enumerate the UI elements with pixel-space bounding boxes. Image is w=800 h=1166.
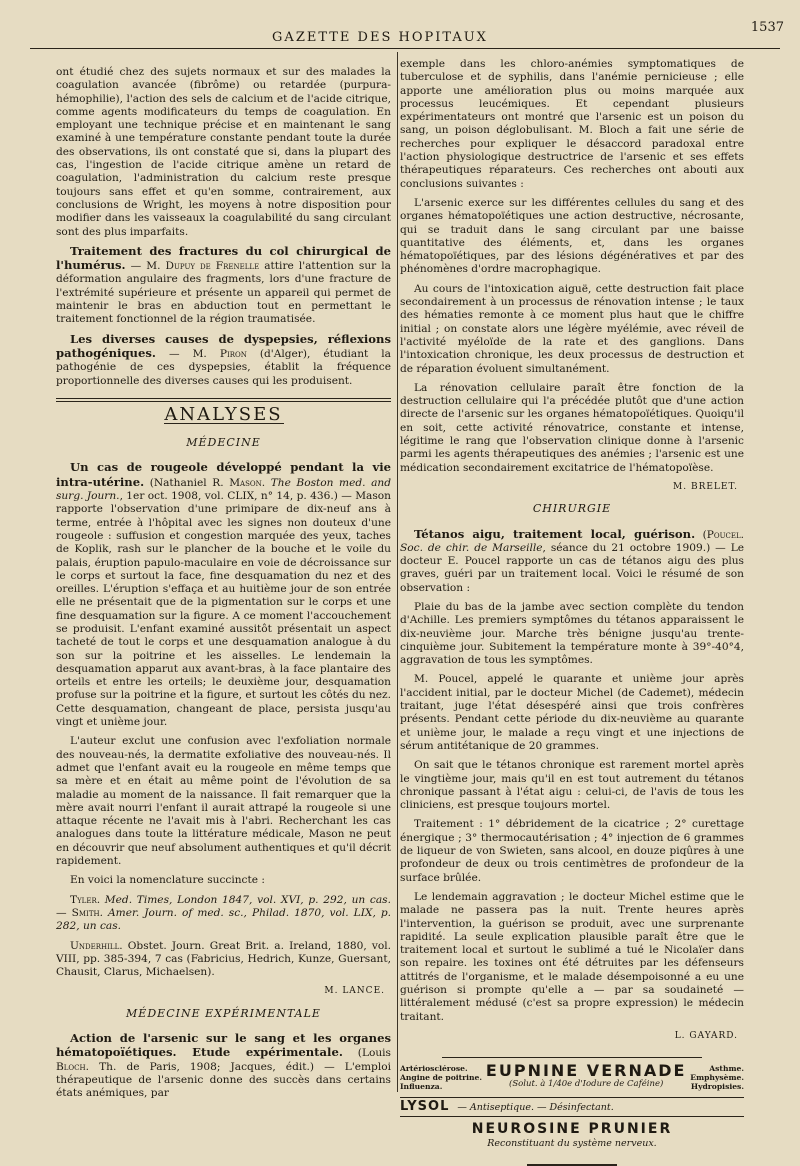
right-column bbox=[400, 58, 744, 1166]
paragraph: Au cours de l'intoxication aiguë, cette destruction fait place secondairement à un processus de rénovation intense ; le taux des hématies remonte à ce moment plus haut que le chiffre initial ; on constate alors une légère myélémie, avec réveil de l'activité myéloïde de la rate et des ganglions. Dans l'intoxication chronique, les deux processus de destruction et de réparation évoluent simultanément. bbox=[400, 282, 744, 375]
ad-neurosine bbox=[400, 1123, 744, 1150]
section-heading-analyses: ANALYSES bbox=[164, 403, 283, 425]
author-name: Piron bbox=[219, 347, 247, 360]
column-divider bbox=[397, 52, 398, 1092]
subsection-medecine: MÉDECINE bbox=[186, 436, 261, 450]
left-column bbox=[56, 66, 391, 1106]
ad-text: — Antiseptique. — Désinfectant. bbox=[457, 1102, 614, 1114]
ad-subtitle: (Solut. à 1/40e d'Iodure de Caféine) bbox=[509, 1078, 664, 1089]
reference-list: Tyler. Med. Times, London 1847, vol. XVI, p. 292, un cas. — Smith. Amer. Journ. of med. sc., Philad. 1870, vol. LIX, p. 282, un cas. bbox=[56, 893, 391, 933]
ad-eupnine bbox=[400, 1061, 744, 1092]
ad-indications: Asthme. Emphysème. Hydropisies. bbox=[690, 1064, 744, 1092]
paragraph: exemple dans les chloro-anémies symptomatiques de tuberculose et de syphilis, dans l'anémie pernicieuse ; elle apporte une amélioration plus ou moins marquée aux processus leucémiques. Et cependant plusieurs expérimentateurs ont montré que l'arsenic est un poison du sang, un poison déglobulisant. M. Bloch a fait une série de recherches pour expliquer le désaccord paradoxal entre l'action physiologique destructrice de l'arsenic et ses effets thérapeutiques réparateurs. Ces recherches ont abouti aux conclusions suivantes : bbox=[400, 58, 744, 190]
article-continuation: ont étudié chez des sujets normaux et sur des malades la coagulation avancée (fibrôme) ou retardée (purpura-hémophilie), l'action des sels de calcium et de l'acide citrique, comme agents modificateurs du temps de coagulation. En employant une technique précise et en maintenant le sang examiné à une température constante pendant toute la durée des observations, ils ont constaté que si, dans la plupart des cas, l'ingestion de l'acide citrique amène un retard de coagulation, l'administration du calcium reste presque toujours sans effet et qu'en somme, contrairement, aux conclusions de Wright, les moyens à notre disposition pour modifier dans les vaisseaux la coagulabilité du sang circulant sont des plus imparfaits. bbox=[56, 66, 391, 238]
advertisements bbox=[400, 1057, 744, 1166]
paragraph: Plaie du bas de la jambe avec section complète du tendon d'Achille. Les premiers symptômes du tétanos apparaissent le dix-neuvième jour. Marche très bénigne jusqu'au trente-cinquième jour. Subitement la température monte à 39°-40°4, aggravation de tous les symptômes. bbox=[400, 600, 744, 667]
article-title: Action de l'arsenic sur le sang et les organes hématopoïétiques. Etude expérimentale. bbox=[56, 1031, 391, 1060]
article-fractures: Traitement des fractures du col chirurgical de l'humérus. — M. Dupuy de Frenelle attire l'attention sur la déformation angulaire des fragments, lors d'une fracture de l'extrémité supérieure et présente un appareil qui permet de maintenir le bras en abduction tout en permettant le traitement fonctionnel de la région traumatisée. bbox=[56, 243, 391, 326]
ad-brand: NEUROSINE PRUNIER bbox=[471, 1121, 673, 1138]
article-title: Les diverses causes de dyspepsies, réflexions pathogéniques. bbox=[56, 331, 391, 360]
signature: M. LANCE. bbox=[324, 986, 385, 997]
paragraph: L'auteur exclut une confusion avec l'exfoliation normale des nouveau-nés, la dermatite exfoliative des nouveau-nés. Il admet que l'enfant avait eu la rougeole en même temps que sa mère et en était au même point de l'évolution de sa maladie au moment de la naissance. Il fait remarquer que la mère avait nourri l'enfant il aurait attrapé la rougeole si une attaque récente ne l'avait mis à l'abri. Recherchant les cas analogues dans toute la littérature médicale, Mason ne peut en découvrir que neuf absolument authentiques et qu'il décrit rapidement. bbox=[56, 735, 391, 868]
paragraph: Traitement : 1° débridement de la cicatrice ; 2° curettage énergique ; 3° thermocautérisation ; 4° injection de 6 grammes de liqueur de von Swieten, sans alcool, en douze piqûres à une profondeur de deux ou trois centimètres de profondeur de la surface brûlée. bbox=[400, 818, 744, 884]
ad-text: Reconstituant du système nerveux. bbox=[487, 1137, 657, 1149]
article-dyspepsies: Les diverses causes de dyspepsies, réflexions pathogéniques. — M. Piron (d'Alger), étudiant la pathogénie de ces dyspepsies, établit la fréquence proportionnelle des diverses causes qui les produisent. bbox=[56, 331, 391, 387]
article-title: Traitement des fractures du col chirurgical de l'humérus. bbox=[56, 243, 391, 273]
paragraph: La rénovation cellulaire paraît être fonction de la destruction cellulaire qui l'a précédée plutôt que d'une action directe de l'arsenic sur les organes hématopoïétiques. Quoiqu'il en soit, cette activité rénovatrice, constante et intense, légitime le rang que l'observation clinique donne à l'arsenic parmi les agents thérapeutiques des anémies ; l'arsenic est une médication secondairement excitatrice de l'hématopoïèse. bbox=[400, 381, 744, 474]
signature: L. GAYARD. bbox=[674, 1030, 738, 1041]
ad-rule bbox=[442, 1057, 702, 1058]
page-number: 1537 bbox=[750, 20, 784, 35]
article-title: Tétanos aigu, traitement local, guérison. bbox=[414, 526, 696, 541]
reference-list: Underhill. Obstet. Journ. Great Brit. a. Ireland, 1880, vol. VIII, pp. 385-394, 7 cas (Fabricius, Hedrich, Kunze, Guersant, Chausit, Clarus, Michaelsen). bbox=[56, 939, 391, 979]
paragraph: En voici la nomenclature succincte : bbox=[70, 874, 265, 887]
author-name: Dupuy de Frenelle bbox=[165, 260, 260, 273]
article-arsenic: Action de l'arsenic sur le sang et les organes hématopoïétiques. Etude expérimentale. (Louis Bloch. Th. de Paris, 1908; Jacques, édit.) — L'emploi thérapeutique de l'arsenic donne des succès dans certains états anémiques, par bbox=[56, 1031, 391, 1100]
subsection-medecine-experimentale: MÉDECINE EXPÉRIMENTALE bbox=[126, 1006, 321, 1020]
article-title: Un cas de rougeole développé pendant la vie intra-utérine. bbox=[56, 460, 391, 489]
paragraph: L'arsenic exerce sur les différentes cellules du sang et des organes hématopoïétiques une action destructive, nécrosante, qui se traduit dans le sang circulant par une baisse quantitative des éléments, et, dans les organes hématopoïétiques, par des lésions dégénératives et par des phénomènes d'ordre macrophagique. bbox=[400, 196, 744, 276]
paragraph: M. Poucel, appelé le quarante et unième jour après l'accident initial, par le docteur Michel (de Cademet), médecin traitant, juge l'état désespéré ainsi que trois confrères présents. Pendant cette période du dix-neuvième au quarante et unième jour, le malade a reçu vingt et une injections de sérum antitétanique de 20 grammes. bbox=[400, 673, 744, 752]
article-tetanos: Tétanos aigu, traitement local, guérison. (Poucel. Soc. de chir. de Marseille, séance du 21 octobre 1909.) — Le docteur E. Poucel rapporte un cas de tétanos aigu des plus graves, guéri par un traitement local. Voici le résumé de son observation : bbox=[400, 526, 744, 594]
ad-lysol bbox=[400, 1097, 744, 1117]
signature: M. BRELET. bbox=[673, 481, 738, 492]
ad-brand: LYSOL bbox=[400, 1099, 450, 1115]
article-rougeole: Un cas de rougeole développé pendant la vie intra-utérine. (Nathaniel R. Mason. The Boston med. and surg. Journ., 1er oct. 1908, vol. CLIX, n° 14, p. 436.) — Mason rapporte l'observation d'une primipare de dix-neuf ans à terme, entrée à l'hôpital avec les signes non douteux d'une rougeole : suffusion et congestion marquée des yeux, taches de Koplik, rash sur le plancher de la bouche et le voile du palais, éruption papulo-maculaire en voie de décroissance sur le corps et surtout la face, fine desquamation du nez et des oreilles. L'éruption s'effaça et au huitième jour de son entrée elle ne présentait que de la pigmentation sur le corps et une fine desquamation sur la figure. A ce moment l'accouchement se produisit. L'enfant examiné aussitôt présentait un aspect tacheté de tout le corps et une desquamation analogue à du son sur la poitrine et les aisselles. Le lendemain la desquamation apparut aux avant-bras, à la face plantaire des orteils et entre les orteils; le deuxième jour, desquamation profuse sur la poitrine et la figure, et surtout les côtés du nez. Cette desquamation, changeant de place, persista jusqu'au vingt et unième jour. bbox=[56, 460, 392, 729]
ad-brand: EUPNINE VERNADE bbox=[485, 1061, 687, 1081]
section-rule bbox=[56, 398, 391, 402]
journal-title: GAZETTE DES HOPITAUX bbox=[272, 30, 488, 45]
ad-indications: Artériosclérose. Angine de poitrine. Influenza. bbox=[400, 1064, 483, 1092]
subsection-chirurgie: CHIRURGIE bbox=[532, 502, 612, 516]
paragraph: Le lendemain aggravation ; le docteur Michel estime que le malade ne passera pas la nuit. Trente heures après l'intervention, la guérison se produit, avec une surprenante rapidité. La seule explication plausible paraît être que le traitement local et surtout le sublimé a tué le Nicolaïer dans son repaire. les toxines ont été détruites par les défenseurs attitrés de l'organisme, et le malade désempoisonné a eu une guérison si prompte qu'elle a — par sa soudaineté — littéralement médusé (c'est sa propre expression) le médecin traitant. bbox=[400, 890, 744, 1023]
paragraph: On sait que le tétanos chronique est rarement mortel après le vingtième jour, mais qu'il en est tout autrement du tétanos chronique passant à l'état aigu : celui-ci, de l'avis de tous les cliniciens, est presque toujours mortel. bbox=[400, 759, 744, 812]
header-rule bbox=[30, 48, 780, 49]
